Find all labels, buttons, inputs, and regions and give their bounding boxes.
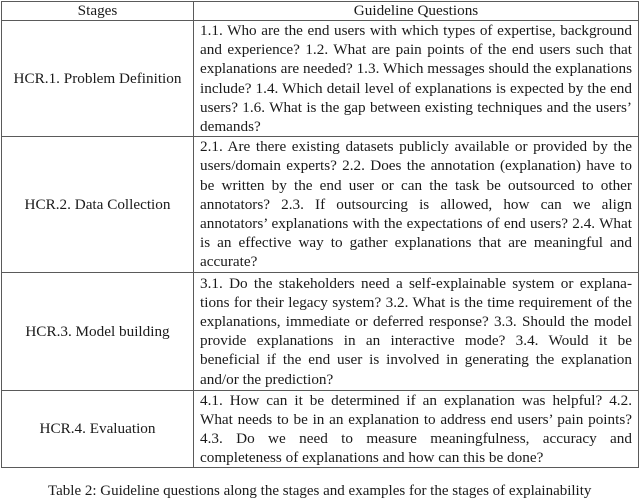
table-row — [2, 390, 639, 468]
table-row — [2, 21, 639, 137]
questions-cell: 3.1. Do the stakeholders need a self-explainable system or explanations for their legacy system? 3.2. What is the time requirement of the explanations, immediate or deferred response? 3.3. Should the model provide explanations in an interactive mode? 3.4. Would it be beneficial if the end user is involved in generating the explanation and/or the prediction? — [194, 272, 639, 390]
guideline-questions-table — [1, 1, 639, 468]
stage-cell: HCR.4. Evaluation — [2, 390, 194, 468]
header-stages: Stages — [2, 2, 194, 21]
table-row — [2, 137, 639, 272]
questions-cell: 2.1. Are there existing datasets publicly available or provided by the users/domain experts? 2.2. Does the annotation (explanation) have to be written by the end user or can the task be outsourced to other annotators? 2.3. If outsourcing is allowed, how can we align annotators’ explanations with the expectations of end users? 2.4. What is an effective way to gather explanations that are meaningful and accurate? — [194, 137, 639, 272]
questions-cell: 1.1. Who are the end users with which types of expertise, background and experience? 1.2. What are pain points of the end users such that explanations are needed? 1.3. Which messages should the explanations include? 1.4. Which detail level of explanations is expected by the end users? 1.6. What is the gap between existing techniques and the users’ demands? — [194, 21, 639, 137]
table-caption: Table 2: Guideline questions along the stages and examples for the stages of explainability — [48, 483, 592, 499]
stage-cell: HCR.2. Data Collection — [2, 137, 194, 272]
header-guideline-questions: Guideline Questions — [194, 2, 639, 21]
stage-cell: HCR.3. Model building — [2, 272, 194, 390]
table-header-row — [2, 2, 639, 21]
stage-cell: HCR.1. Problem Definition — [2, 21, 194, 137]
questions-cell: 4.1. How can it be determined if an explanation was helpful? 4.2. What needs to be in an explanation to address end users’ pain points? 4.3. Do we need to measure meaningfulness, accuracy and completeness of explanations and how can this be done? — [194, 390, 639, 468]
table-row — [2, 272, 639, 390]
